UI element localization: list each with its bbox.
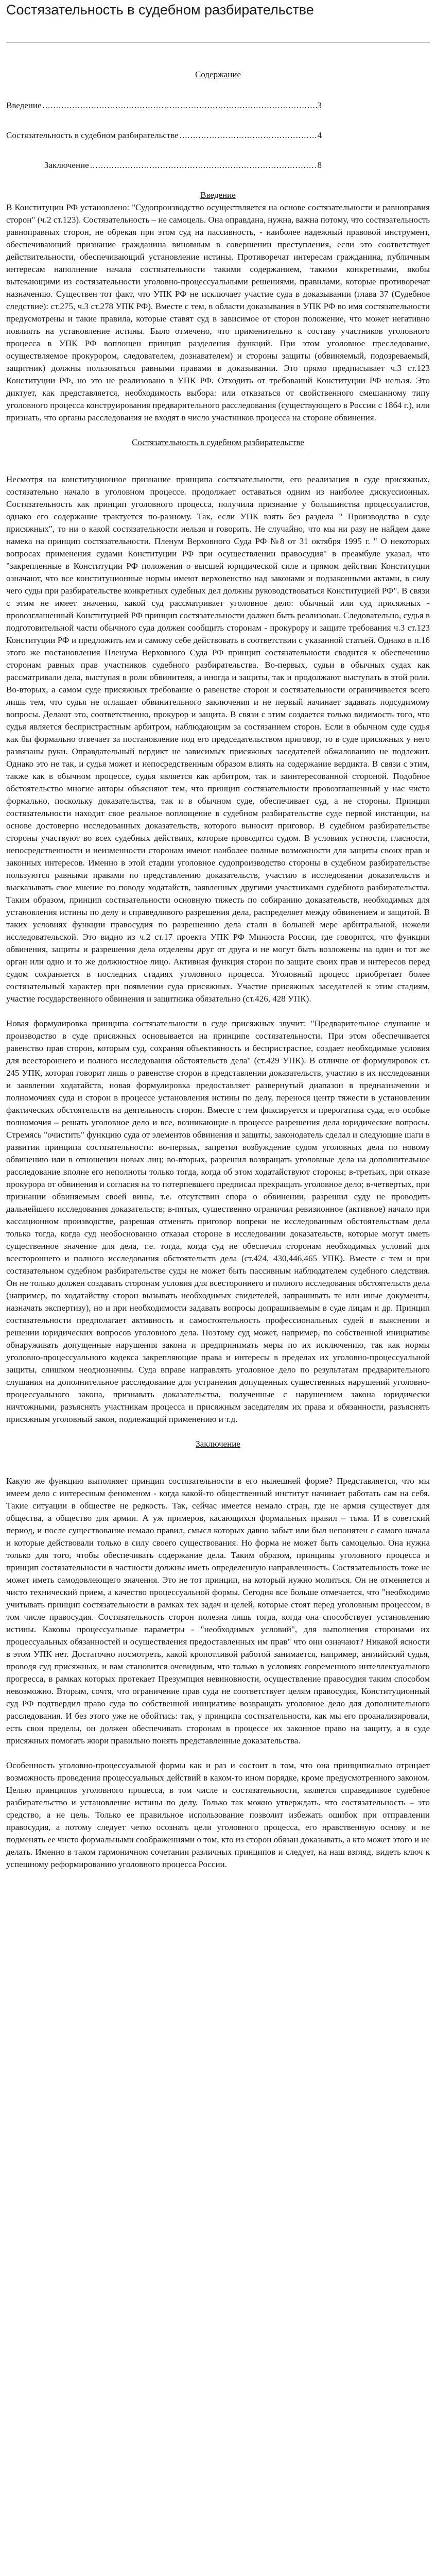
toc-leader-dots <box>180 129 318 142</box>
page-title: Состязательность в судебном разбирательстве <box>6 2 314 18</box>
conclusion-paragraph: Какую же функцию выполняет принцип состязательности в его нынешней форме? Представляется, что мы имеем дело с интересным феноменом - когда какой-то общественный институт начинает работать сам на себя. Такие ситуации в обществе не редкость. Так, сейчас имеется немало стран, где не армия существует для общества, а общество для армии. А уж примеров, касающихся формальных правил – тьма. И в советский период, и после существование немало правил, смысл которых давно забыт или был непонятен с самого начала и которые действовали только в силу своего существования. Но форма не может быть самоцелью. Она нужна только для того, чтобы обеспечивать содержание дела. Таким образом, принципы уголовного процесса и принцип состязательности в частности должны иметь определенную направленность. Состязательность тоже не может иметь самодовлеющего значения. Это не тот принцип, на который нужно молиться. Он не отменяется и чисто технический прием, а качество процессуальной формы. Сегодня все больше отмечается, что "необходимо учитывать принцип состязательности в рамках тех задач и целей, которые стоят перед уголовным процессом, в том числе правосудия. Состязательность сторон полезна лишь тогда, когда она способствует установлению истины. Каковы процессуальные параметры - "необходимых условий", для выполнения сторонами их процессуальных обязанностей и осуществления предоставленных им прав" что они означают? Никакой ясности в этом УПК нет. Достаточно посмотреть, какой кропотливой работой занимается, например, английский судья, проводя суд присяжных, и вам становится очевидным, что только в условиях современного интеллектуального прогресса, в рамках которых протекает Презумпция невиновности, осуществление правосудия таким способом невозможно. Вторым, сочтя, что ограничение прав суда не соответствует целям правосудия, Конституционный суд РФ подтвердил право суда по собственной инициативе возвращать уголовное дело для дополнительного расследования. И без этого уже не обойтись: так, у принципа состязательности, как мы его проанализировали, есть свои пределы, он должен обеспечивать сторонам в процессе их законное право на защиту, а в суде присяжных помогать жюри правильно понять представленные доказательства. <box>6 1476 430 1745</box>
toc-leader-dots <box>90 159 318 172</box>
toc-item-label: Состязательность в судебном разбирательстве <box>6 130 179 140</box>
toc-item-introduction[interactable] <box>6 99 430 112</box>
main-section <box>6 436 430 1426</box>
toc-item-page: 4 <box>317 130 322 140</box>
toc-item-main-section[interactable] <box>6 129 430 142</box>
table-of-contents <box>6 69 430 172</box>
introduction-section <box>6 189 430 424</box>
conclusion-section <box>6 1438 430 1871</box>
introduction-heading: Введение <box>200 190 236 200</box>
toc-heading: Содержание <box>195 70 241 79</box>
toc-item-page: 8 <box>317 160 322 170</box>
conclusion-paragraph: Особенность уголовно-процессуальной формы как и раз и состоит в том, что она принципиально отрицает возможность проведения процессуальных действий в каком-то ином порядке, кроме предусмотренного законом. Целью принципов уголовного процесса, в том числе и состязательности, является справедливое судебное разбирательство и установление истины по делу. Только так можно утверждать, что состязательность – это средство, а не цель. Только ее правильное использование позволит избежать ошибок при отправлении правосудия, а потому следует четко осознать цели уголовного процесса, его нравственную основу и не подменять ее чисто формальными соображениями о том, кто из сторон обязан доказывать, а кто может этого и не делать. Именно в таком гармоничном сочетании различных принципов и следует, на наш взгляд, видеть ключ к успешному реформированию уголовного процесса России. <box>6 1760 430 1869</box>
toc-item-page: 3 <box>317 100 322 110</box>
main-section-heading: Состязательность в судебном разбирательстве <box>132 437 304 447</box>
toc-leader-dots <box>43 99 318 112</box>
introduction-paragraph: В Конституции РФ установлено: "Судопроизводство осуществляется на основе состязательности и равноправия сторон" (ч.2 ст.123). Состязательность – не самоцель. Она оправдана, нужна, важна потому, что состязательность равноправных сторон, не обрекая при этом суд на пассивность, - наиболее надежный правовой инструмент, обеспечивающий признание гражданина виновным в совершении преступления, если это соответствует действительности, обеспечивающий установление истины. Противоречат интересам гражданина, публичным интересам наполнение начала состязательности такими содержанием, такими конкретными, якобы вытекающими из состязательности уголовно-процессуальными решениями, правилами, которые противоречат назначению. Существен тот факт, что УПК РФ не исключает участие суда в доказывании (глава 37 (Судебное следствие): ст.275, ч.3 ст.278 УПК РФ). Вместе с тем, в области доказывания в УПК РФ во имя состязательности предусмотрены и такие правила, которые ставят суд в зависимое от сторон положение, что может негативно повлиять на установление истины. Было отмечено, что применительно к составу участников уголовного процесса в УПК РФ воплощен принцип разделения функций. При этом уголовное преследование, осуществляемое прокурором, следователем, дознавателем) и стороны защиты (обвиняемый, подозреваемый, защитник) должны пользоваться равными правами в доказывании. Это прямо предписывает ч.3 ст.123 Конституции РФ, но это не реализовано в УПК РФ. Отходить от требований Конституции РФ нельзя. Это диктует, как представляется, необходимость выбора: или отказаться от свойственного смешанному типу уголовного процесса конструирования предварительного расследования (существующего в России с 1864 г.), или признать, что органы расследования не входят в число участников процесса на стороне обвинения. <box>6 202 430 422</box>
toc-item-label: Заключение <box>44 160 89 170</box>
toc-item-conclusion[interactable] <box>6 159 430 172</box>
main-section-paragraph: Несмотря на конституционное признание принципа состязательности, его реализация в суде присяжных, состязательно начало в уголовном процессе. продолжает оставаться одним из наиболее дискуссионных. Состязательность как принцип уголовного процесса, получила признание у большинства процессуалистов, однако его содержание трактуется по-разному. Так, если УПК взять без раздела " Производства в суде присяжных", то ни о какой состязательности нельзя и говорить. Не случайно, что мы ни разу не найдем даже намека на принцип состязательности. Пленум Верховного Суда РФ №8 от 31 октября 1995 г. " О некоторых вопросах применения судами Конституции РФ при осуществлении правосудия" в преамбуле указал, что "закрепленные в Конституции РФ положения о высшей юридической силе и прямом действии Конституции означают, что все конституционные нормы имеют верховенство над законами и подзаконными актами, в силу чего суды при разбирательстве конкретных судебных дел должны руководствоваться Конституцией РФ". В связи с этим не имеет значения, какой суд рассматривает уголовное дело: обычный или суд присяжных - провозглашенный Конституцией РФ принцип состязательности должен быть реализован. Следовательно, судья в подготовительной части обычного суда должен сообщить сторонам - прокурору и защите требования ч.3 ст.123 Конституции РФ и предложить им и самому себе действовать в соответствии с указанной статьей. Однако в п.16 этого же постановления Пленума Верховного Суда РФ принцип состязательности сводится к обеспечению сторонам равных прав участников судебного разбирательства. Во-первых, судьи в обычных судах как рассматривали дела, выступая в роли обвинителя, а иногда и защиты, так и продолжают выступать в этой роли. Во-вторых, а самом суде присяжных требование о равенстве сторон и состязательности ограничивается всего лишь тем, что судья не оглашает обвинительного заключения и не первый начинает задавать подсудимому вопросы. Делают это, соответственно, прокурор и защита. В связи с этим создается только видимость того, что судья является беспристрастным арбитром, наблюдающим за состязанием сторон. Если в обычном суде судья как бы формально отвечает за постановление под его председательством приговор, то в суде присяжных у него развязаны руки. Оправдательный вердикт не зависимых присяжных заседателей обжалованию не подлежит. Однако это не так, и судья может и непосредственным образом влиять на содержание вердикта. В связи с этим, также как в обычном процессе, судья является как арбитром, так и заинтересованной стороной. Подобное обстоятельство многие авторы объясняют тем, что принцип состязательности провозглашенный у нас чисто формально, поскольку доказательства, так и в обычном суде, обеспечивает суд, а не стороны. Принцип состязательности находит свое реальное воплощение в судебном разбирательстве суде первой инстанции, на основе достоверно исследованных доказательств, которого выносит приговор. В судебном разбирательстве стороны участвуют во всех судебных действиях, которые проводятся судом. В условиях устности, гласности, непосредственности и неизменности сторонам имеют наиболее полные возможности для защиты своих прав и законных интересов. Именно в этой стадии уголовное судопроизводство стороны в судебном разбирательстве пользуются равными правами по представлению доказательств, участию в исследовании доказательств и высказывать свое мнение по поводу ходатайств, заявленных другими участниками судебного разбирательства. Таким образом, принцип состязательности основную тяжесть по собиранию доказательств, необходимых для установления истины по делу и справедливого разрешения дела, распределяет между обвинением и защитой. В таких условиях функции правосудия по разрешению дела стали в большей мере арбитральной, нежели исследовательской. Это видно из ч.2 ст.17 проекта УПК РФ Минюста России, где говорится, что функции обвинения, защиты и разрешения дела отделены друг от друга и не могут быть возложены на один и тот же орган или одно и то же должностное лицо. Активная функция сторон по защите своих прав и интересов перед судом сохраняется в последних стадиях уголовного процесса. Уголовный процесс приобретает более состязательный характер при появлении суда присяжных. Участие присяжных заседателей к этим стадиям, участие государственного обвинения и защитника обязательно (ст.426, 428 УПК). <box>6 474 430 1004</box>
conclusion-heading: Заключение <box>196 1439 240 1449</box>
toc-item-label: Введение <box>6 100 42 110</box>
main-section-paragraph: Новая формулировка принципа состязательности в суде присяжных звучит: "Предварительное слушание и производство в суде присяжных основывается на принципе состязательности. При этом обеспечивается равенство прав сторон, которым суд, сохраняя объективность и беспристрастие, создает необходимые условия для всестороннего и полного исследования обстоятельств дела" (ст.429 УПК). В отличие от формулировок ст. 245 УПК, которая говорит лишь о равенстве сторон в представлении доказательств, участию в их исследовании и заявлении ходатайств, новая формулировка предоставляет развернутый диапазон в предназначении и полномочиях суда и сторон в процессе установления истины по делу, перенося центр тяжести в установлении фактических обстоятельств на деятельность сторон. Вместе с тем фиксируется и прерогатива суда, его особые полномочия – решать уголовное дело и все, возникающие в процессе разрешения дела юридические вопросы. Стремясь "очистить" функцию суда от элементов обвинения и защиты, законодатель сделал и следующие шаги в развитии принципа состязательности: во-первых, запретил возбуждение судом уголовных дела по новому обвинению или в отношении новых лиц; во-вторых, разрешил возвращать уголовные дела на дополнительное расследование вполне его неполноты только тогда, когда об этом ходатайствуют стороны; в-третьих, при отказе прокурора от обвинения и согласия на то потерпевшего предписал прекращать уголовное дело; в-четвертых, при признании обвиняемым своей вины, т.е. отсутствии спора о обвинении, разрешил суду не проводить дальнейшего исследования доказательств; в-пятых, существенно ограничил ревизионное (активное) начало при кассационном производстве, разрешая отменять приговор вопреки не исследованным обстоятельствам дела только тогда, когда суд необоснованно отказал стороне в исследовании доказательств, которые могут иметь существенное значение для дела, т.е. тогда, когда суд не обеспечил сторонам необходимых условий для всестороннего и полного исследования обстоятельств дела (ст.424, 430,446,465 УПК). Вместе с тем и при состязательном судебном разбирательстве суды не может быть пассивным наблюдателем судебного следствия. Он не только должен создавать сторонам условия для всестороннего и полного исследования обстоятельств дела (например, по ходатайству сторон вызывать необходимых свидетелей, запрашивать те или иные документы, назначать экспертизу), но и при необходимости задавать вопросы допрашиваемым в суде лицам и др. Принцип состязательности предполагает активность и самостоятельность профессиональных судей в выяснении и решении юридических вопросов уголовного дела. Поэтому суд может, например, по собственной инициативе обнаруживать допущенные нарушения закона и предпринимать меры по их исключению, так как нормы уголовно-процессуального кодекса закрепляющие права и интересы в пределах их уголовно-процессуальной защиты, слишком неоднозначны. Суда вправе направлять уголовное дело по результатам предварительного слушания на дополнительное расследование для устранения допущенных существенных нарушений уголовно-процессуального закона, признавать доказательства, полученные с нарушением закона юридически ничтожными, разъяснять участникам процесса и присяжным заседателям их права и обязанности, разъяснять присяжным уголовный закон, подлежащий применению и т.д. <box>6 1019 430 1424</box>
title-divider <box>6 42 430 43</box>
